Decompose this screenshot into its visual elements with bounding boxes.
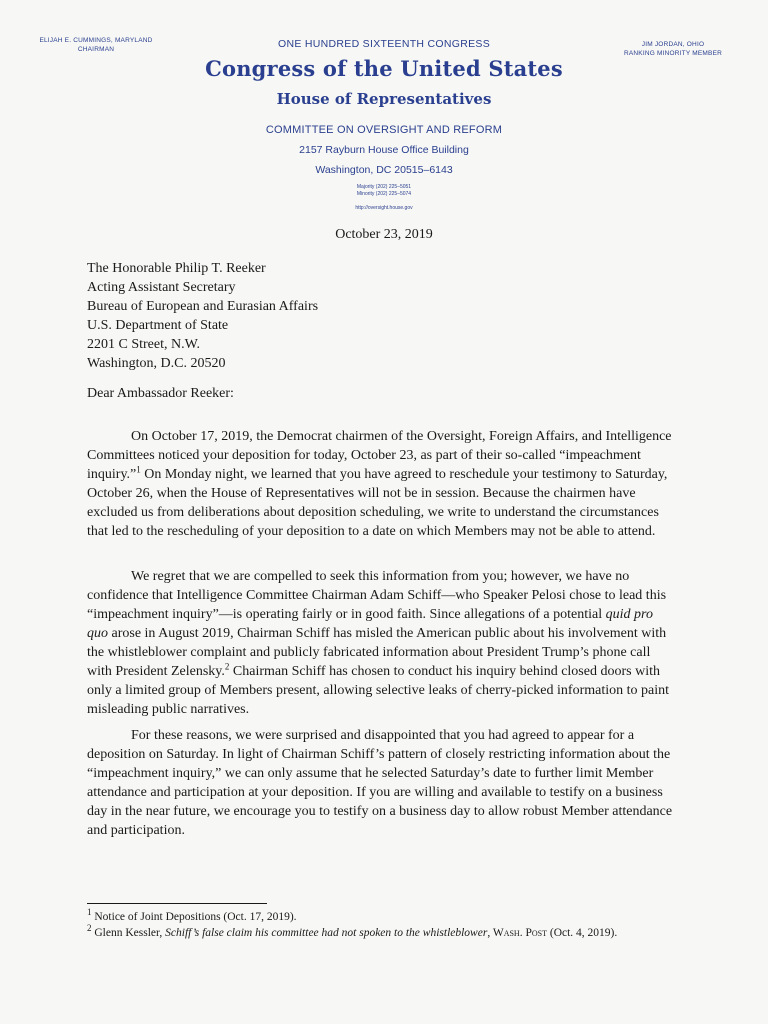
paragraph-2-text-c: Chairman Schiff has chosen to conduct his inquiry behind closed doors with only a limited group of Members present, allowing selective leaks of cherry-picked information to paint misleading public narratives.: [87, 664, 669, 717]
letter-date: October 23, 2019: [335, 227, 433, 242]
ranking-member-title: RANKING MINORITY MEMBER: [623, 50, 722, 57]
footnote-ref-2[interactable]: 2: [224, 661, 230, 672]
paragraph-2-text-b: arose in August 2019, Chairman Schiff has misled the American public about his involvement with the whistleblower complaint and publicly fabricated information about President Trump’s phone call with President Zelensky.: [87, 626, 667, 679]
footnote-1: [87, 909, 687, 925]
footnote-2: [87, 925, 687, 941]
paragraph-2-text-a: We regret that we are compelled to seek this information from you; however, we have no confidence that Intelligence Committee Chairman Adam Schiff—who Speaker Pelosi chose to lead this “impeachment inquiry”—is operating fairly or in good faith. Since allegations of a potential: [87, 569, 667, 622]
phone-majority: Majority (202) 225–5051: [356, 184, 412, 190]
ranking-member-name: JIM JORDAN, OHIO: [641, 41, 705, 48]
house-title: House of Representatives: [276, 90, 492, 108]
paragraph-2-italic: quid pro quo: [87, 607, 653, 641]
footnote-divider: [87, 903, 267, 904]
recipient-line: Bureau of European and Eurasian Affairs: [87, 299, 319, 314]
recipient-line: Acting Assistant Secretary: [87, 280, 236, 295]
salutation: Dear Ambassador Reeker:: [87, 386, 234, 401]
paragraph-1-text-b: On Monday night, we learned that you have agreed to reschedule your testimony to Saturday, October 26, when the House of Representatives will not be in session. Because the chairmen have excluded us from deliberations about deposition scheduling, we write to understand the circumstances that led to the rescheduling of your deposition to a date on which Members may not be able to attend.: [87, 467, 668, 539]
footnote-2-date: (Oct. 4, 2019).: [546, 927, 618, 939]
congress-number: ONE HUNDRED SIXTEENTH CONGRESS: [277, 38, 491, 50]
phone-numbers: [0, 184, 768, 198]
congress-title: Congress of the United States: [205, 56, 563, 81]
chairman-name: ELIJAH E. CUMMINGS, MARYLAND: [39, 37, 153, 44]
footnote-ref-1[interactable]: 1: [136, 464, 141, 475]
paragraph-1-text-a: On October 17, 2019, the Democrat chairmen of the Oversight, Foreign Affairs, and Intelligence Committees noticed your deposition for today, October 23, as part of their so-called “impeachment inquiry.”: [87, 429, 672, 482]
recipient-address: [87, 259, 318, 373]
committee-address: 2157 Rayburn House Office Building: [299, 144, 469, 156]
paragraph-3: For these reasons, we were surprised and disappointed that you had agreed to appear for a deposition on Saturday. In light of Chairman Schiff’s pattern of closely restricting information about the “impeachment inquiry,” we can only assume that he selected Saturday’s date to further limit Member attendance and participation at your deposition. If you are willing and available to testify on a business day in the near future, we encourage you to testify on a business day to allow robust Member attendance and participation.: [87, 728, 673, 838]
footnotes: [87, 909, 687, 941]
footnote-1-number: 1: [87, 907, 92, 918]
recipient-line: Washington, D.C. 20520: [87, 356, 226, 371]
footnote-2-text: Glenn Kessler,: [91, 927, 166, 939]
paragraph-2: [87, 567, 673, 719]
paragraph-1: [87, 427, 673, 541]
committee-city-state: Washington, DC 20515–6143: [315, 164, 453, 176]
footnote-2-article-title: Schiff’s false claim his committee had not spoken to the whistleblower: [165, 927, 488, 939]
recipient-line: The Honorable Philip T. Reeker: [87, 261, 266, 276]
footnote-2-source: , Wash. Post: [487, 927, 547, 939]
footnote-2-number: 2: [87, 923, 92, 934]
phone-minority: Minority (202) 225–5074: [356, 191, 412, 197]
website-link[interactable]: http://oversight.house.gov: [355, 205, 413, 211]
chairman-title: CHAIRMAN: [77, 46, 115, 53]
recipient-line: U.S. Department of State: [87, 318, 229, 333]
committee-name: COMMITTEE ON OVERSIGHT AND REFORM: [265, 124, 503, 136]
recipient-line: 2201 C Street, N.W.: [87, 337, 201, 352]
footnote-1-text: Notice of Joint Depositions (Oct. 17, 2019).: [91, 911, 297, 923]
